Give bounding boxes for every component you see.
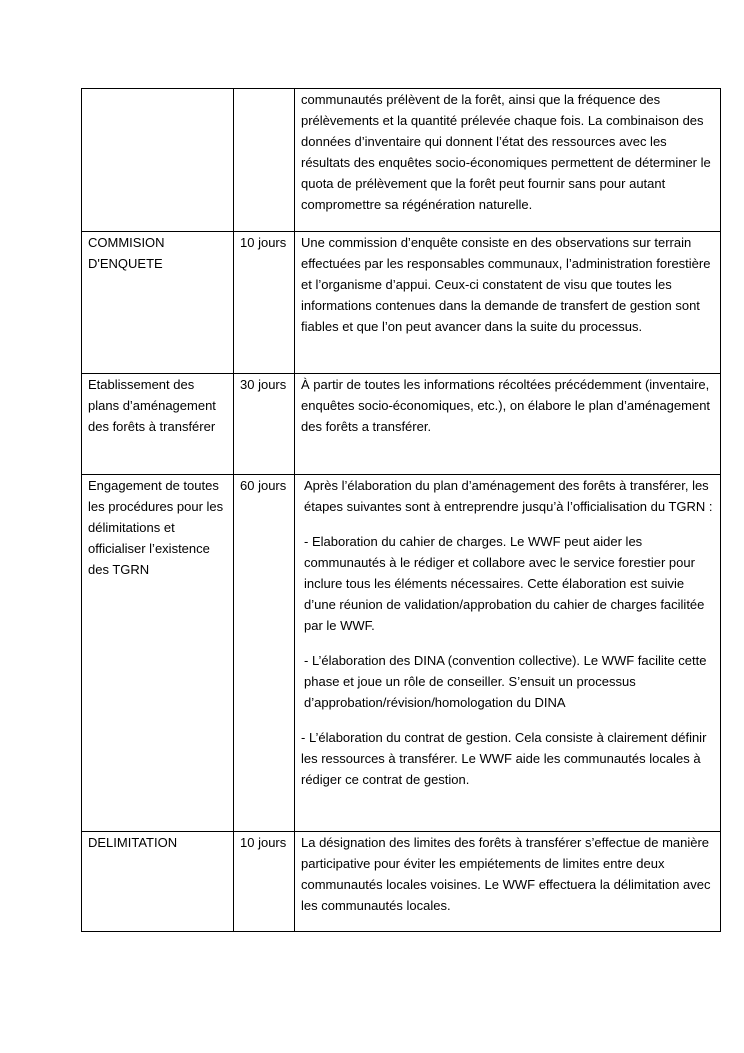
description-paragraph: La désignation des limites des forêts à transférer s’effectue de manière participative pour éviter les empiétements de limites entre deux communautés locales voisines. Le WWF effectuera la délimitation avec les communautés locales.	[301, 835, 711, 913]
description-paragraph: - Elaboration du cahier de charges. Le WWF peut aider les communautés à le rédiger et collabore avec le service forestier pour inclure tous les éléments nécessaires. Cette élaboration est suivie d’une réunion de validation/approbation du cahier de charges facilitée par le WWF.	[304, 534, 705, 633]
description-paragraph: communautés prélèvent de la forêt, ainsi que la fréquence des prélèvements et la quantité prélevée chaque fois. La combinaison des données d’inventaire qui donnent l’état des ressources avec les résultats des enquêtes socio-économiques permettent de déterminer le quota de prélèvement que la forêt peut fournir sans pour autant compromettre sa régénération naturelle.	[301, 92, 711, 212]
description-paragraph: - L’élaboration du contrat de gestion. Cela consiste à clairement définir les ressources à transférer. Le WWF aide les communautés locales à rédiger ce contrat de gestion.	[301, 730, 707, 787]
description-paragraph: - L’élaboration des DINA (convention collective). Le WWF facilite cette phase et joue un rôle de conseiller. S’ensuit un processus d’approbation/révision/homologation du DINA	[304, 653, 707, 710]
procedure-table	[81, 88, 721, 932]
stage-cell	[82, 89, 234, 232]
description-cell	[295, 475, 721, 832]
stage-cell: Engagement de toutes les procédures pour les délimitations et officialiser l’existence des TGRN	[82, 475, 234, 832]
duration-cell	[234, 89, 295, 232]
stage-cell: DELIMITATION	[82, 832, 234, 932]
duration-cell: 10 jours	[234, 832, 295, 932]
description-paragraph: Après l’élaboration du plan d’aménagement des forêts à transférer, les étapes suivantes sont à entreprendre jusqu’à l’officialisation du TGRN :	[304, 478, 713, 514]
description-paragraph: Une commission d’enquête consiste en des observations sur terrain effectuées par les responsables communaux, l’administration forestière et l’organisme d’appui. Ceux-ci constatent de visu que toutes les informations contenues dans la demande de transfert de gestion sont fiables et que l’on peut avancer dans la suite du processus.	[301, 235, 711, 334]
table-row	[82, 475, 721, 832]
description-cell	[295, 832, 721, 932]
table-row	[82, 232, 721, 374]
duration-cell: 10 jours	[234, 232, 295, 374]
description-paragraph: À partir de toutes les informations récoltées précédemment (inventaire, enquêtes socio-économiques, etc.), on élabore le plan d’aménagement des forêts a transférer.	[301, 377, 711, 434]
stage-cell: COMMISION D'ENQUETE	[82, 232, 234, 374]
description-cell	[295, 232, 721, 374]
stage-cell: Etablissement des plans d’aménagement des forêts à transférer	[82, 374, 234, 475]
table-row	[82, 374, 721, 475]
table-row	[82, 89, 721, 232]
duration-cell: 30 jours	[234, 374, 295, 475]
description-cell	[295, 374, 721, 475]
description-cell	[295, 89, 721, 232]
table-row	[82, 832, 721, 932]
duration-cell: 60 jours	[234, 475, 295, 832]
